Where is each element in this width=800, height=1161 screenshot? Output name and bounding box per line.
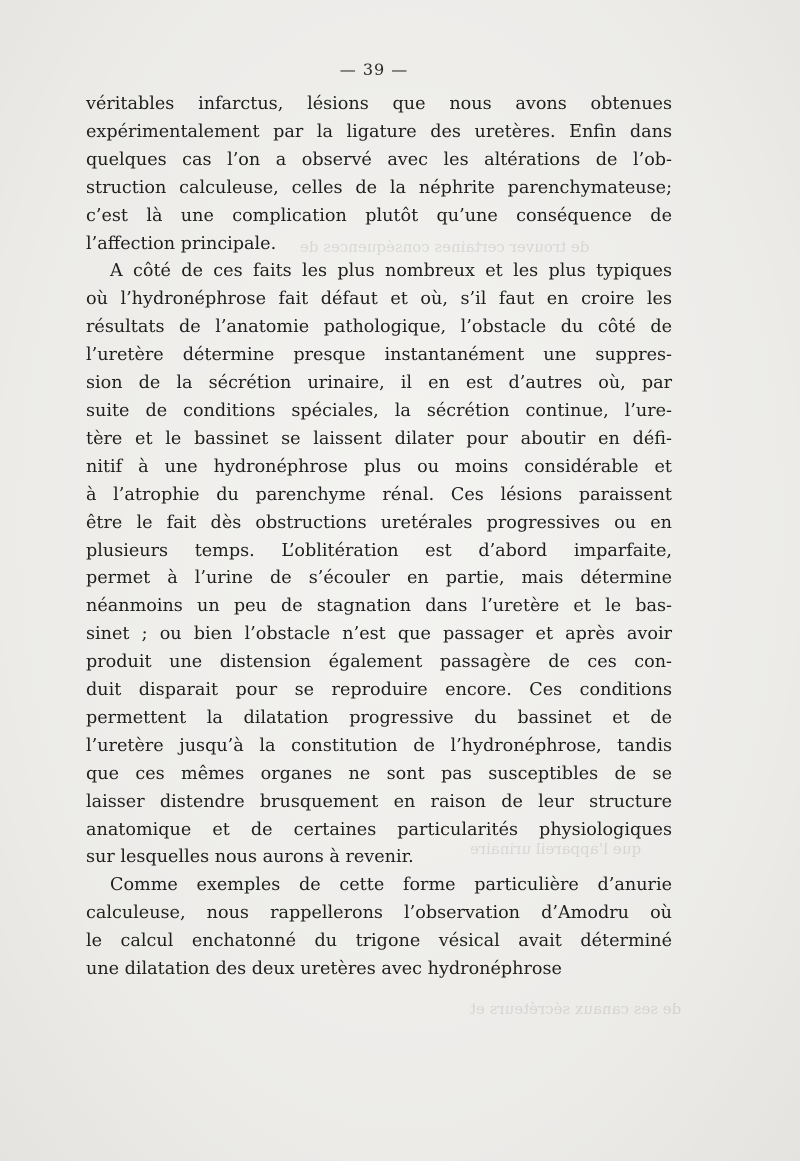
text-line: suite de conditions spéciales, la sécrétion continue, l’ure- [86, 400, 672, 421]
text-line: néanmoins un peu de stagnation dans l’uretère et le bas- [86, 596, 672, 617]
text-line: nitif à une hydronéphrose plus ou moins considérable et [86, 456, 672, 477]
text-line: anatomique et de certaines particularités physiologiques [86, 819, 672, 840]
text-line: duit disparait pour se reproduire encore. Ces conditions [86, 680, 672, 701]
text-line: véritables infarctus, lésions que nous avons obtenues [86, 94, 672, 114]
paragraph [86, 91, 672, 258]
bleed-through-text: de ses canaux sécréteurs et [470, 1000, 682, 1018]
text-line: où l’hydronéphrose fait défaut et où, s’il faut en croire les [86, 289, 672, 310]
paragraph [86, 872, 672, 984]
text-line: A côté de ces faits les plus nombreux et les plus typiques [110, 261, 672, 282]
text-line: sinet ; ou bien l’obstacle n’est que passager et après avoir [86, 624, 672, 645]
text-line: plusieurs temps. L’oblitération est d’abord imparfaite, [86, 540, 672, 561]
text-line: l’uretère détermine presque instantanément une suppres- [86, 345, 672, 366]
text-line: Comme exemples de cette forme particulière d’anurie [110, 875, 672, 896]
text-line: quelques cas l’on a observé avec les altérations de l’ob- [86, 149, 672, 170]
text-line: le calcul enchatonné du trigone vésical avait déterminé [86, 931, 672, 952]
text-line: sion de la sécrétion urinaire, il en est d’autres où, par [86, 373, 672, 394]
text-line: produit une distension également passagère de ces con- [86, 652, 672, 673]
text-line: laisser distendre brusquement en raison de leur structure [86, 791, 672, 812]
page-number: — 39 — [339, 60, 409, 79]
text-line: l’uretère jusqu’à la constitution de l’hydronéphrose, tandis [86, 735, 672, 756]
body-text [86, 91, 672, 984]
text-line: être le fait dès obstructions uretérales progressives ou en [86, 512, 672, 533]
text-line: que ces mêmes organes ne sont pas susceptibles de se [86, 763, 672, 784]
bleed-through-text: de trouver certaines conséquences de [300, 238, 590, 256]
text-line: calculeuse, nous rappellerons l’observation d’Amodru où [86, 903, 672, 924]
text-line: permet à l’urine de s’écouler en partie, mais détermine [86, 568, 672, 589]
bleed-through-text: que l’appareil urinaire [470, 840, 642, 858]
text-line: tère et le bassinet se laissent dilater pour aboutir en défi- [86, 428, 672, 449]
paragraph [86, 258, 672, 872]
text-line: l’affection principale. [86, 233, 277, 254]
text-line: struction calculeuse, celles de la néphrite parenchymateuse; [86, 177, 672, 198]
text-line: expérimentalement par la ligature des uretères. Enfin dans [86, 121, 672, 142]
text-line: permettent la dilatation progressive du bassinet et de [86, 707, 672, 728]
text-line: résultats de l’anatomie pathologique, l’obstacle du côté de [86, 317, 672, 338]
text-line: c’est là une complication plutôt qu’une conséquence de [86, 205, 672, 226]
text-line: à l’atrophie du parenchyme rénal. Ces lésions paraissent [86, 484, 672, 505]
text-line: une dilatation des deux uretères avec hydronéphrose [86, 959, 562, 980]
text-line: sur lesquelles nous aurons à revenir. [86, 847, 414, 868]
